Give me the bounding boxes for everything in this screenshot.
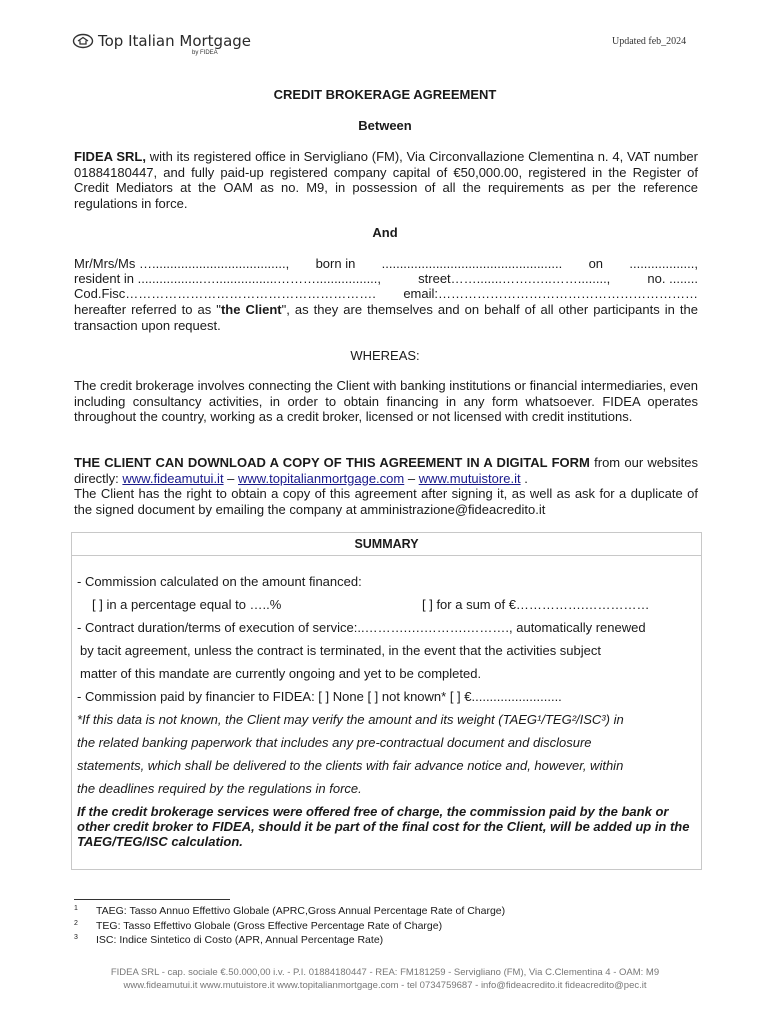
summary-note-line-1: *If this data is not known, the Client may verify the amount and its weight (TAEG¹/TEG²/ISC³) in	[77, 712, 624, 727]
summary-note-line-3: statements, which shall be delivered to the clients with fair advance notice and, however, within	[77, 758, 624, 773]
brand-logo	[72, 32, 252, 56]
logo-tagline: by FIDEA	[192, 50, 218, 56]
summary-note-line-2: the related banking paperwork that includes any pre-contractual document and disclosure	[77, 735, 592, 750]
summary-mandate-line: matter of this mandate are currently ongoing and yet to be completed.	[80, 666, 482, 681]
fidea-party-paragraph	[74, 149, 698, 211]
link-fideamutui[interactable]: www.fideamutui.it	[122, 470, 224, 486]
footnote-1: 1 TAEG: Tasso Annuo Effettivo Globale (APRC,Gross Annual Percentage Rate of Charge)	[74, 905, 506, 917]
summary-commission-line: - Commission calculated on the amount financed:	[77, 574, 362, 589]
updated-date: Updated feb_2024	[612, 36, 687, 47]
between-heading: Between	[358, 118, 412, 133]
summary-note-line-4: the deadlines required by the regulations in force.	[77, 781, 362, 796]
fidea-name: FIDEA SRL,	[74, 149, 146, 164]
summary-free-service-note: If the credit brokerage services were offered free of charge, the commission paid by the bank or other credit broker to FIDEA, should it be part of the final cost for the Client, will be added up in the TAEG/TEG/ISC calculation.	[77, 804, 690, 849]
footnote-divider	[74, 899, 230, 900]
link-topitalianmortgage[interactable]: www.topitalianmortgage.com	[238, 470, 405, 486]
fidea-details: with its registered office in Servigliano (FM), Via Circonvallazione Clementina n. 4, VAT number 01884180447, and fully paid-up registered company capital of €50,000.00, registered in the Register of Credit Mediators at the OAM as no. M9, in possession of all the requirements as per the reference regulations in force.	[74, 149, 698, 211]
summary-sum-option[interactable]: [ ] for a sum of €…………….……………	[422, 597, 650, 612]
footer-contact-line: www.fideamutui.it www.mutuistore.it www.topitalianmortgage.com - tel 0734759687 - info@fideacredito.it fideacredito@pec.it	[123, 980, 647, 991]
download-paragraph: THE CLIENT CAN DOWNLOAD A COPY OF THIS AGREEMENT IN A DIGITAL FORM from our websites directly: www.fideamutui.it – www.topitalianmortgage.com – www.mutuistore.it . The Client has the right to obtain a copy of this agreement after signing it, as well as ask for a duplicate of the signed document by emailing the company at amministrazione@fideacredito.it	[74, 455, 698, 517]
summary-box	[71, 532, 702, 870]
and-heading: And	[372, 225, 398, 240]
client-reference-paragraph: hereafter referred to as "the Client", as they are themselves and on behalf of all other participants in the transaction upon request.	[74, 302, 699, 333]
link-mutuistore[interactable]: www.mutuistore.it	[418, 470, 521, 486]
logo-mark-icon	[72, 33, 94, 49]
footnote-2: 2 TEG: Tasso Effettivo Globale (Gross Effective Percentage Rate of Charge)	[74, 920, 443, 932]
document-title: CREDIT BROKERAGE AGREEMENT	[273, 87, 497, 102]
whereas-paragraph: The credit brokerage involves connecting the Client with banking institutions or financial intermediaries, even including consultancy activities, in order to obtain financing in any form whatsoever. FIDEA operates throughout the country, working as a credit broker, licensed or not licensed with credit institutions.	[74, 378, 698, 424]
client-name-line: Mr/Mrs/Ms …....................................., born in .................................................. on ..................,	[74, 256, 698, 271]
footnote-3: 3 ISC: Indice Sintetico di Costo (APR, Annual Percentage Rate)	[74, 934, 384, 946]
whereas-heading: WHEREAS:	[350, 348, 420, 363]
summary-renewal-line: by tacit agreement, unless the contract is terminated, in the event that the activities subject	[80, 643, 601, 658]
footer-company-line: FIDEA SRL - cap. sociale €.50.000,00 i.v. - P.I. 01884180447 - REA: FM181259 - Servigliano (FM), Via C.Clementina 4 - OAM: M9	[110, 967, 660, 978]
summary-title: SUMMARY	[72, 533, 701, 556]
logo-name: Top Italian Mortgage	[98, 32, 252, 50]
client-address-line: resident in ..................….................………................., street…….......…….…..……........, no. ........	[74, 271, 698, 286]
summary-percentage-option[interactable]: [ ] in a percentage equal to …..%	[92, 597, 282, 612]
summary-duration-line: - Contract duration/terms of execution of service:..……….….……….………., automatically renewed	[77, 620, 646, 635]
client-fiscal-line: Cod.Fisc…………………………………………………. email:……………………………………………………	[74, 286, 698, 301]
summary-financier-commission-line: - Commission paid by financier to FIDEA: [ ] None [ ] not known* [ ] €.........................	[77, 689, 562, 704]
